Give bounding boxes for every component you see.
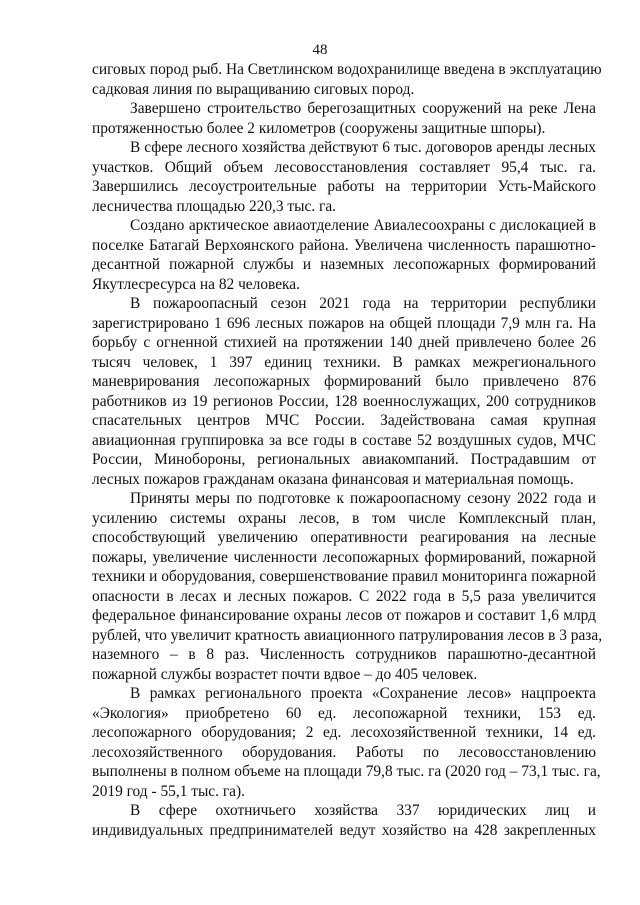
- text-line: В пожароопасный сезон 2021 года на территории республики: [130, 295, 596, 312]
- paragraph: [92, 138, 596, 216]
- text-line: зарегистрировано 1 696 лесных пожаров на общей площади 7,9 млн га. На: [92, 314, 596, 332]
- text-line: усилению системы охраны лесов, в том числе Комплексный план,: [92, 509, 596, 527]
- text-line: десантной пожарной службы и наземных лесопожарных формирований: [92, 256, 596, 273]
- paragraph: [92, 801, 596, 840]
- text-line: В рамках регионального проекта «Сохранение лесов» нацпроекта: [130, 685, 596, 702]
- paragraph: [92, 489, 603, 684]
- text-line: садковая линия по выращиванию сиговых пород.: [92, 80, 415, 98]
- text-line: выполнены в полном объеме на площади 79,8 тыс. га (2020 год – 73,1 тыс. га,: [92, 763, 601, 780]
- text-line: федеральное финансирование охраны лесов от пожаров и составит 1,6 млрд: [92, 607, 596, 624]
- paragraph: [92, 216, 596, 294]
- text-line: спасательных центров МЧС России. Задействована самая крупная: [92, 412, 596, 429]
- text-line: 2019 год - 55,1 тыс. га).: [92, 782, 245, 800]
- text-line: работников из 19 регионов России, 128 военнослужащих, 200 сотрудников: [92, 392, 596, 410]
- text-line: авиационная группировка за все годы в составе 52 воздушных судов, МЧС: [92, 431, 596, 449]
- text-line: лесопожарного оборудования; 2 ед. лесохозяйственной техники, 14 ед.: [92, 724, 596, 741]
- text-line: лесничества площадью 220,3 тыс. га.: [92, 197, 337, 215]
- paragraph: [92, 684, 601, 801]
- text-line: Завершено строительство берегозащитных сооружений на реке Лена: [130, 100, 596, 117]
- text-line: участков. Общий объем лесовосстановления составляет 95,4 тыс. га.: [92, 158, 596, 176]
- text-line: России, Минобороны, региональных авиакомпаний. Пострадавшим от: [92, 451, 596, 468]
- text-line: «Экология» приобретено 60 ед. лесопожарной техники, 153 ед.: [92, 704, 596, 722]
- text-line: В сфере лесного хозяйства действуют 6 тыс. договоров аренды лесных: [130, 139, 596, 156]
- page-number: 48: [312, 42, 328, 58]
- text-line: пожары, увеличение численности лесопожарных формирований, пожарной: [92, 548, 596, 566]
- text-line: Завершились лесоустроительные работы на территории Усть-Майского: [92, 178, 596, 195]
- text-line: лесных пожаров гражданам оказана финансовая и материальная помощь.: [92, 470, 574, 488]
- text-line: маневрирования лесопожарных формирований было привлечено 876: [92, 373, 596, 390]
- paragraph: [92, 99, 596, 138]
- text-line: лесохозяйственного оборудования. Работы по лесовосстановлению: [92, 743, 596, 761]
- text-line: индивидуальных предпринимателей ведут хозяйство на 428 закрепленных: [92, 821, 596, 839]
- paragraph: [92, 60, 602, 99]
- text-line: Создано арктическое авиаотделение Авиалесоохраны с дислокацией в: [130, 217, 596, 234]
- text-line: поселке Батагай Верхоянского района. Увеличена численность парашютно-: [92, 236, 596, 254]
- text-line: борьбу с огненной стихией на протяжении 140 дней привлечено более 26: [92, 334, 596, 351]
- text-line: техники и оборудования, совершенствование правил мониторинга пожарной: [92, 568, 596, 585]
- text-line: рублей, что увеличит кратность авиационного патрулирования лесов в 3 раза,: [92, 626, 603, 644]
- paragraph: [92, 294, 596, 489]
- text-line: пожарной службы возрастет почти вдвое – до 405 человек.: [92, 665, 478, 683]
- text-line: наземного – в 8 раз. Численность сотрудников парашютно-десантной: [92, 646, 596, 663]
- text-line: В сфере охотничьего хозяйства 337 юридических лиц и: [130, 802, 596, 819]
- text-line: опасности в лесах и лесных пожаров. С 2022 года в 5,5 раза увеличится: [92, 587, 596, 605]
- text-line: Приняты меры по подготовке к пожароопасному сезону 2022 года и: [130, 490, 596, 507]
- text-line: протяженностью более 2 километров (сооружены защитные шпоры).: [92, 119, 546, 137]
- document-body: [92, 60, 603, 840]
- text-line: сиговых пород рыб. На Светлинском водохранилище введена в эксплуатацию: [92, 61, 602, 78]
- text-line: Якутлесресурса на 82 человека.: [92, 275, 300, 293]
- text-line: тысяч человек, 1 397 единиц техники. В рамках межрегионального: [92, 353, 596, 371]
- text-line: способствующий увеличению оперативности реагирования на лесные: [92, 529, 596, 546]
